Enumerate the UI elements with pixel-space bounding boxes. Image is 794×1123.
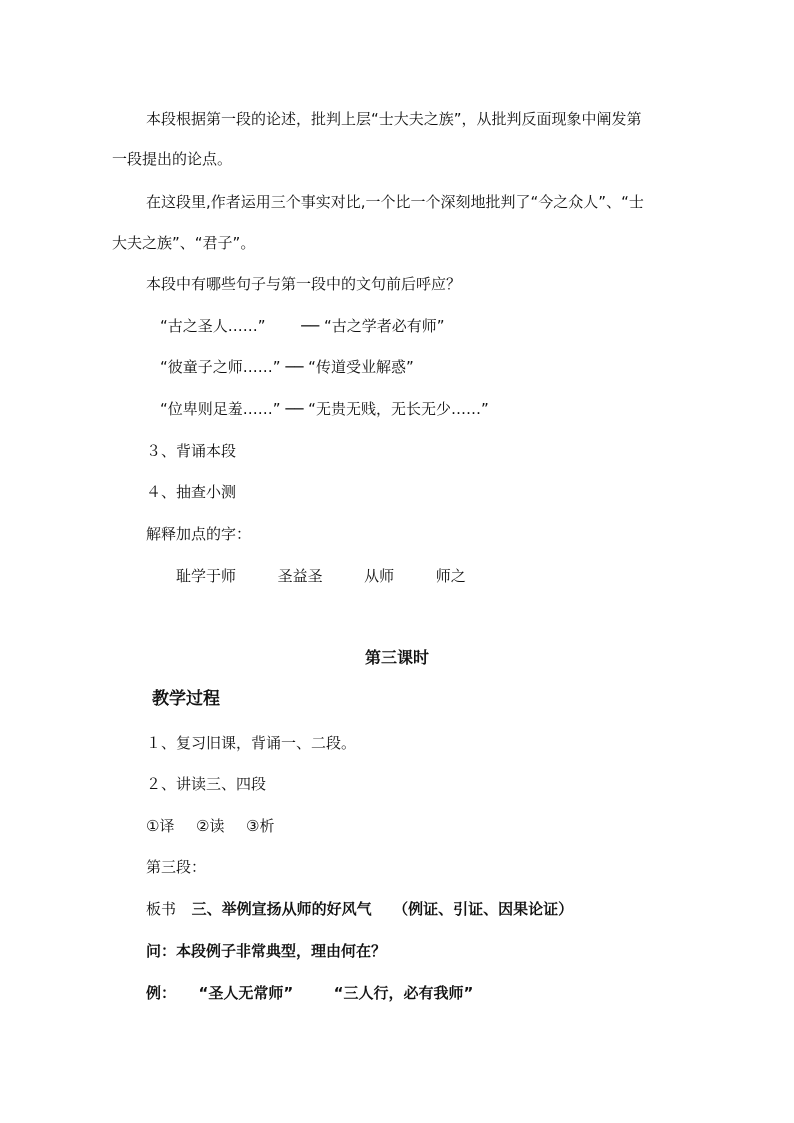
word-item: 圣益圣 (277, 567, 323, 585)
board-note (146, 899, 573, 919)
example-label: 例： (146, 984, 177, 1002)
step-1: １、复习旧课，背诵一、二段。 (146, 734, 357, 752)
explain-label: 解释加点的字： (146, 525, 252, 543)
board-prefix: 板书 (146, 900, 177, 918)
echo-pair-3 (160, 399, 489, 419)
question-typical: 问：本段例子非常典型，理由何在？ (146, 942, 387, 960)
word-item: 师之 (435, 567, 466, 585)
pair-left: “彼童子之师……” (160, 358, 281, 376)
example-line (146, 983, 473, 1003)
example-quote-1: “圣人无常师” (198, 984, 294, 1002)
pair-dash: ── (301, 317, 320, 335)
word-item: 从师 (364, 567, 395, 585)
pair-right: “古之学者必有师” (323, 317, 445, 335)
pair-right: “传道受业解惑” (308, 358, 414, 376)
question-echo: 本段中有哪些句子与第一段中的文句前后呼应？ (146, 275, 462, 293)
pair-right: “无贵无贱，无长无少……” (308, 400, 489, 418)
pair-dash: ── (285, 400, 304, 418)
lesson-title: 第三课时 (364, 648, 429, 667)
para2-line1: 在这段里,作者运用三个事实对比,一个比一个深刻地批判了“今之众人”、“士 (146, 193, 644, 211)
method-list (146, 816, 274, 836)
board-paren: （例证、引证、因果论证） (393, 900, 574, 918)
method-item: ①译 (146, 817, 175, 835)
para1-line1: 本段根据第一段的论述，批判上层“士大夫之族”，从批判反面现象中阐发第 (146, 110, 642, 128)
pair-left: “古之圣人……” (160, 317, 266, 335)
para3-label: 第三段： (146, 858, 207, 876)
para2-line2: 大夫之族”、“君子”。 (112, 234, 256, 252)
board-text: 三、举例宣扬从师的好风气 (191, 900, 372, 918)
method-item: ②读 (196, 817, 225, 835)
word-list (176, 566, 466, 586)
echo-pair-1 (160, 316, 445, 336)
step-4: ４、抽查小测 (146, 483, 237, 501)
step-3: ３、背诵本段 (146, 442, 237, 460)
echo-pair-2 (160, 357, 414, 377)
section-title: 教学过程 (152, 689, 220, 709)
para1-line2: 一段提出的论点。 (112, 150, 233, 168)
step-2: ２、讲读三、四段 (146, 775, 267, 793)
pair-left: “位卑则足羞……” (160, 400, 281, 418)
word-item: 耻学于师 (176, 567, 237, 585)
method-item: ③析 (246, 817, 275, 835)
example-quote-2: “三人行，必有我师” (333, 984, 474, 1002)
pair-dash: ── (285, 358, 304, 376)
